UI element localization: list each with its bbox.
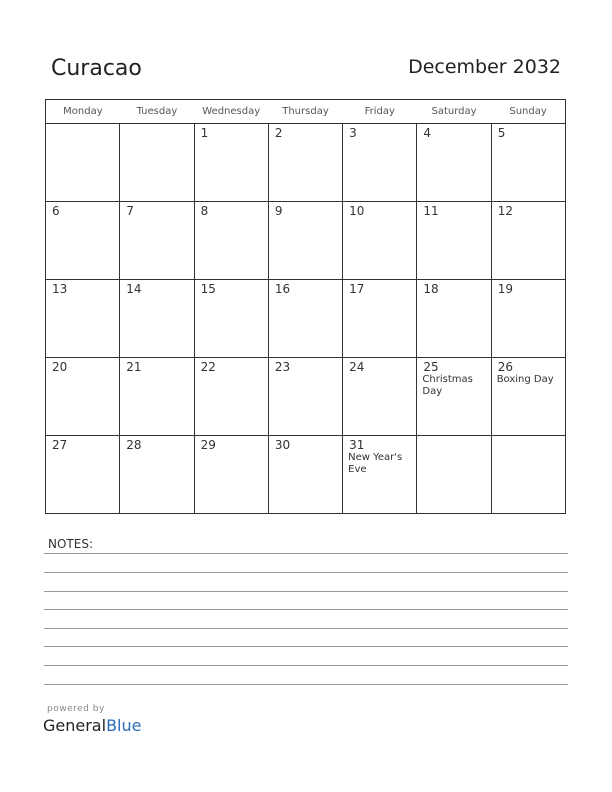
notes-line	[44, 553, 568, 554]
week-row	[46, 202, 566, 280]
day-cell	[120, 436, 194, 514]
day-number: 26	[497, 360, 513, 374]
day-cell	[46, 280, 120, 358]
notes-line	[44, 665, 568, 666]
day-number: 9	[274, 204, 283, 218]
brand-general: General	[43, 716, 107, 735]
weekday-header: Monday	[46, 100, 120, 124]
day-number: 8	[200, 204, 209, 218]
day-number: 5	[497, 126, 506, 140]
holiday-label: New Year's Eve	[348, 452, 403, 475]
generalblue-logo[interactable]	[43, 716, 141, 735]
day-cell	[417, 202, 491, 280]
weekday-header: Wednesday	[194, 100, 268, 124]
day-cell	[46, 436, 120, 514]
day-cell	[268, 202, 342, 280]
day-number: 17	[349, 282, 365, 296]
day-cell	[417, 358, 491, 436]
day-number: 7	[126, 204, 134, 218]
day-cell	[194, 358, 268, 436]
day-number: 20	[52, 360, 68, 374]
notes-line	[44, 684, 568, 685]
day-number: 15	[200, 282, 216, 296]
day-number: 31	[349, 438, 365, 452]
week-row	[46, 280, 566, 358]
country-title: Curacao	[51, 56, 142, 81]
day-number: 14	[126, 282, 142, 296]
day-cell	[417, 124, 491, 202]
day-cell	[268, 280, 342, 358]
day-cell	[194, 436, 268, 514]
day-number: 4	[423, 126, 432, 140]
day-cell	[46, 202, 120, 280]
weekday-header-row	[46, 100, 566, 124]
day-cell	[194, 124, 268, 202]
holiday-label: Christmas Day	[422, 374, 473, 397]
day-number: 18	[423, 282, 439, 296]
notes-label: NOTES:	[48, 537, 93, 551]
weekday-header: Saturday	[417, 100, 491, 124]
day-number: 11	[423, 204, 439, 218]
day-cell	[120, 124, 194, 202]
notes-line	[44, 646, 568, 647]
powered-by-text: powered by	[47, 704, 105, 714]
day-cell	[343, 436, 417, 514]
notes-line	[44, 572, 568, 573]
day-number: 1	[200, 126, 209, 140]
day-number: 23	[274, 360, 291, 374]
day-cell	[268, 436, 342, 514]
week-row	[46, 436, 566, 514]
day-number: 13	[52, 282, 68, 296]
day-cell	[120, 202, 194, 280]
weekday-header: Sunday	[491, 100, 565, 124]
day-number: 19	[497, 282, 513, 296]
notes-line	[44, 591, 568, 592]
day-cell	[343, 280, 417, 358]
notes-line	[44, 609, 568, 610]
week-row	[46, 124, 566, 202]
day-number: 21	[126, 360, 142, 374]
day-cell	[491, 358, 565, 436]
day-number: 3	[349, 126, 357, 140]
holiday-label: Boxing Day	[496, 374, 554, 385]
day-cell	[491, 124, 565, 202]
day-cell	[268, 358, 342, 436]
day-number: 6	[52, 204, 60, 218]
month-year-title: December 2032	[408, 56, 561, 78]
day-number: 30	[274, 438, 291, 452]
day-number: 2	[274, 126, 283, 140]
day-cell	[194, 280, 268, 358]
day-cell	[491, 202, 565, 280]
day-number: 16	[274, 282, 291, 296]
day-cell	[343, 202, 417, 280]
day-cell	[268, 124, 342, 202]
day-number: 12	[497, 204, 513, 218]
day-number: 27	[52, 438, 68, 452]
day-cell	[417, 280, 491, 358]
day-cell	[194, 202, 268, 280]
weekday-header: Tuesday	[120, 100, 194, 124]
brand-blue: Blue	[106, 716, 142, 735]
day-number: 10	[349, 204, 365, 218]
day-number: 25	[423, 360, 439, 374]
calendar-grid	[45, 99, 566, 514]
day-cell	[343, 358, 417, 436]
day-number: 22	[200, 360, 216, 374]
day-cell	[46, 358, 120, 436]
weekday-header: Thursday	[268, 100, 342, 124]
day-cell	[417, 436, 491, 514]
day-number: 29	[200, 438, 216, 452]
week-row	[46, 358, 566, 436]
notes-line	[44, 628, 568, 629]
day-cell	[343, 124, 417, 202]
day-cell	[491, 436, 565, 514]
day-cell	[120, 358, 194, 436]
day-cell	[491, 280, 565, 358]
day-cell	[46, 124, 120, 202]
day-number: 28	[126, 438, 142, 452]
weekday-header: Friday	[343, 100, 417, 124]
day-cell	[120, 280, 194, 358]
day-number: 24	[349, 360, 365, 374]
